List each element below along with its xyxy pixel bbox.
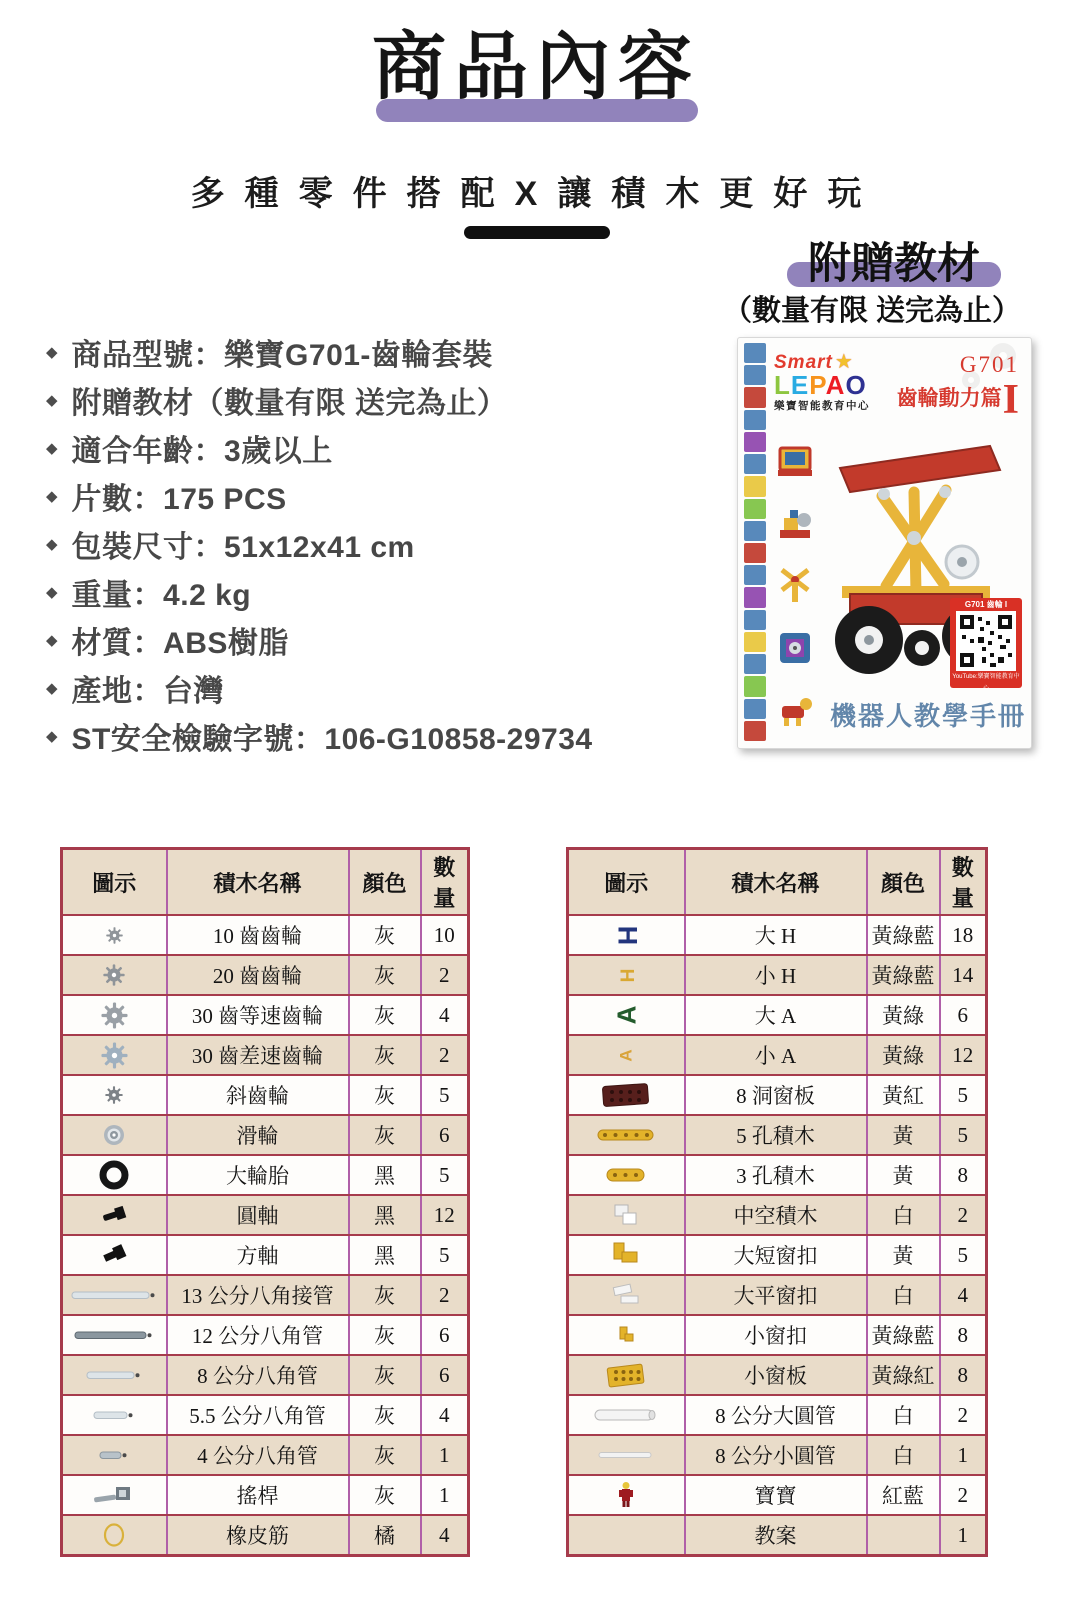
qr-pattern [956,611,1016,671]
axle-square-icon [63,1236,166,1274]
brand-smart-text: Smart [774,352,833,373]
brand-subtitle: 樂寶智能教育中心 [774,400,870,413]
part-name: 大平窗扣 [685,1275,867,1315]
part-name: 8 公分大圓管 [685,1395,867,1435]
spec-item [46,520,593,568]
part-name: 斜齒輪 [167,1075,349,1115]
table-row [62,1515,469,1556]
diamond-bullet-icon: ◆ [46,344,58,361]
part-color: 灰 [349,1035,421,1075]
part-qty: 2 [940,1195,987,1235]
table-header-row [62,849,469,916]
table-row [568,1435,987,1475]
part-name: 搖桿 [167,1475,349,1515]
diamond-bullet-icon: ◆ [46,680,58,697]
diamond-bullet-icon: ◆ [46,488,58,505]
col-header-icon: 圖示 [568,849,685,916]
part-icon-cell [568,915,685,955]
gear-bevel-icon [63,1076,166,1114]
table-row [568,1315,987,1355]
part-color: 黃綠藍 [867,1315,940,1355]
table-row [568,1035,987,1075]
col-header-name: 積木名稱 [685,849,867,916]
thumbnail-tv-model [774,444,816,482]
part-icon-cell [568,1155,685,1195]
part-name: 大 H [685,915,867,955]
part-name: 中空積木 [685,1195,867,1235]
part-color: 黃 [867,1235,940,1275]
part-color: 白 [867,1275,940,1315]
part-color [867,1515,940,1556]
tire-icon [63,1156,166,1194]
table-row [568,1115,987,1155]
part-icon-cell [62,1115,167,1155]
part-qty: 4 [421,995,469,1035]
a-small-icon: A [616,1048,636,1062]
part-qty: 5 [421,1075,469,1115]
table-row [62,915,469,955]
col-header-qty: 數量 [421,849,469,916]
part-name: 小窗扣 [685,1315,867,1355]
part-icon-cell [62,1075,167,1115]
thumbnail-animal-model [774,692,816,730]
spec-text: 材質：ABS樹脂 [71,627,289,660]
part-icon-cell [62,1035,167,1075]
gift-title: 附贈教材 [808,240,980,288]
tube-big-white-icon [569,1396,684,1434]
part-qty: 6 [421,1115,469,1155]
part-color: 黑 [349,1235,421,1275]
spec-text: 包裝尺寸：51x12x41 cm [71,531,415,564]
spec-text: 商品型號：樂寶G701-齒輪套裝 [71,339,493,372]
spec-text: 產地：台灣 [71,675,225,708]
part-icon-cell [62,955,167,995]
spec-text: 重量：4.2 kg [71,579,252,612]
spec-list [46,328,593,760]
gear-10-icon [63,916,166,954]
part-color: 灰 [349,1355,421,1395]
part-qty: 4 [421,1515,469,1556]
tube-13-icon [63,1276,166,1314]
part-icon-cell [62,915,167,955]
qr-top-label: G701 齒輪 I [964,600,1008,609]
part-icon-cell [62,1435,167,1475]
booklet-edge-strip [744,343,766,741]
qr-code [950,598,1022,692]
table-row [568,1475,987,1515]
part-name: 方軸 [167,1235,349,1275]
part-qty: 10 [421,915,469,955]
part-color: 灰 [349,1275,421,1315]
table-row [568,1515,987,1556]
part-name: 30 齒等速齒輪 [167,995,349,1035]
part-qty: 14 [940,955,987,995]
beam-5-icon [569,1116,684,1154]
part-qty: 5 [940,1115,987,1155]
part-icon-cell [568,1475,685,1515]
table-row [568,955,987,995]
part-qty: 6 [421,1315,469,1355]
part-color: 黑 [349,1155,421,1195]
page-title: 商品內容 [372,25,700,108]
part-color: 黃綠紅 [867,1355,940,1395]
diamond-bullet-icon: ◆ [46,392,58,409]
thumbnail-machine-model [774,506,816,544]
h-large-icon: H [611,925,642,945]
part-name: 教案 [685,1515,867,1556]
part-name: 大輪胎 [167,1155,349,1195]
part-icon-cell [568,1115,685,1155]
spec-item [46,712,593,760]
spec-text: 適合年齡：3歲以上 [71,435,333,468]
h-small-icon: H [615,968,637,982]
table-row [568,1155,987,1195]
spec-item [46,328,593,376]
gear-diff-icon [63,1036,166,1074]
part-name: 大短窗扣 [685,1235,867,1275]
part-qty: 5 [940,1075,987,1115]
table-row [62,1435,469,1475]
col-header-name: 積木名稱 [167,849,349,916]
part-name: 30 齒差速齒輪 [167,1035,349,1075]
baby-icon [569,1476,684,1514]
gear-30-icon [63,996,166,1034]
tube-8-icon [63,1356,166,1394]
table-row [62,1075,469,1115]
tube-small-white-icon [569,1436,684,1474]
diamond-bullet-icon: ◆ [46,584,58,601]
col-header-color: 顏色 [349,849,421,916]
part-name: 20 齒齒輪 [167,955,349,995]
diamond-bullet-icon: ◆ [46,728,58,745]
table-row [62,1275,469,1315]
latch-small-icon [569,1316,684,1354]
part-color: 白 [867,1435,940,1475]
model-thumbnails [774,444,816,730]
part-qty: 5 [421,1235,469,1275]
none-icon [569,1516,684,1554]
part-icon-cell [62,1155,167,1195]
part-name: 13 公分八角接管 [167,1275,349,1315]
part-name: 12 公分八角管 [167,1315,349,1355]
part-name: 小 H [685,955,867,995]
table-row [568,1355,987,1395]
latch-big-icon [569,1236,684,1274]
part-name: 小 A [685,1035,867,1075]
col-header-color: 顏色 [867,849,940,916]
part-icon-cell [568,1515,685,1556]
part-color: 灰 [349,955,421,995]
roman-numeral: I [1002,377,1019,423]
table-row [568,1395,987,1435]
part-qty: 8 [940,1355,987,1395]
part-color: 黃綠 [867,1035,940,1075]
subtitle-underline-bar [464,226,610,239]
part-name: 橡皮筋 [167,1515,349,1556]
part-color: 黃綠藍 [867,955,940,995]
part-icon-cell [568,955,685,995]
table-row [62,1115,469,1155]
brand-logo [774,352,870,412]
part-qty: 5 [421,1155,469,1195]
table-row [568,1075,987,1115]
gift-note: （數量有限 送完為止） [722,295,1022,327]
plate-8-icon [569,1076,684,1114]
part-color: 紅藍 [867,1475,940,1515]
part-name: 10 齒齒輪 [167,915,349,955]
part-color: 黃 [867,1155,940,1195]
part-color: 黑 [349,1195,421,1235]
table-row [568,915,987,955]
spec-item [46,424,593,472]
spec-item [46,376,593,424]
table-row [62,1235,469,1275]
spec-item [46,616,593,664]
part-name: 5 孔積木 [685,1115,867,1155]
part-qty: 18 [940,915,987,955]
spec-item [46,664,593,712]
table-row [62,1395,469,1435]
part-color: 灰 [349,1435,421,1475]
part-qty: 12 [940,1035,987,1075]
teaching-booklet-cover [737,337,1032,749]
table-row [568,995,987,1035]
part-icon-cell [568,1195,685,1235]
gear-20-icon [63,956,166,994]
table-row [62,995,469,1035]
parts-table-left [60,847,470,1557]
part-qty: 6 [940,995,987,1035]
qr-bottom-label: YouTube:樂寶智能教育中心 [952,674,1020,692]
part-qty: 2 [940,1475,987,1515]
table-row [568,1235,987,1275]
diamond-bullet-icon: ◆ [46,536,58,553]
part-qty: 6 [421,1355,469,1395]
part-icon-cell [568,1235,685,1275]
table-header-row [568,849,987,916]
part-qty: 8 [940,1155,987,1195]
table-row [568,1275,987,1315]
part-icon-cell [62,1235,167,1275]
booklet-series: 齒輪動力篇I [896,377,1019,423]
part-icon-cell [568,1035,685,1075]
part-name: 圓軸 [167,1195,349,1235]
part-icon-cell [568,1315,685,1355]
part-qty: 8 [940,1315,987,1355]
col-header-icon: 圖示 [62,849,167,916]
part-name: 寶寶 [685,1475,867,1515]
tube-4-icon [63,1436,166,1474]
part-icon-cell [62,1195,167,1235]
beam-3-icon [569,1156,684,1194]
spec-text: 片數：175 PCS [71,483,287,516]
hollow-block-icon [569,1196,684,1234]
part-qty: 2 [940,1395,987,1435]
part-icon-cell [568,1275,685,1315]
star-icon: ★ [834,351,853,373]
part-name: 4 公分八角管 [167,1435,349,1475]
part-icon-cell [568,1075,685,1115]
rubber-band-icon [63,1516,166,1554]
part-color: 黃紅 [867,1075,940,1115]
part-color: 灰 [349,995,421,1035]
part-qty: 2 [421,1275,469,1315]
part-color: 灰 [349,1475,421,1515]
part-name: 大 A [685,995,867,1035]
table-row [62,1355,469,1395]
part-name: 8 公分八角管 [167,1355,349,1395]
part-color: 黃 [867,1115,940,1155]
part-name: 3 孔積木 [685,1155,867,1195]
part-icon-cell [62,1515,167,1556]
part-qty: 12 [421,1195,469,1235]
part-qty: 1 [940,1435,987,1475]
table-row [62,1155,469,1195]
part-color: 灰 [349,1115,421,1155]
part-color: 灰 [349,1075,421,1115]
diamond-bullet-icon: ◆ [46,440,58,457]
table-row [62,1195,469,1235]
part-icon-cell [62,1395,167,1435]
spec-text: 附贈教材（數量有限 送完為止） [71,387,508,420]
diamond-bullet-icon: ◆ [46,632,58,649]
thumbnail-frame-model [774,630,816,668]
part-qty: 4 [421,1395,469,1435]
table-row [568,1195,987,1235]
spec-item [46,472,593,520]
part-icon-cell [568,1355,685,1395]
booklet-caption: 機器人教學手冊 [830,701,1027,731]
crank-icon [63,1476,166,1514]
part-qty: 4 [940,1275,987,1315]
pulley-icon [63,1116,166,1154]
a-large-icon: A [611,1005,642,1025]
part-name: 8 洞窗板 [685,1075,867,1115]
part-color: 灰 [349,1315,421,1355]
part-name: 8 公分小圓管 [685,1435,867,1475]
brand-lepao: LEPAO [774,370,867,400]
tube-55-icon [63,1396,166,1434]
part-qty: 1 [940,1515,987,1556]
part-color: 黃綠藍 [867,915,940,955]
plate-small-icon [569,1356,684,1394]
part-icon-cell [62,995,167,1035]
table-row [62,955,469,995]
part-name: 5.5 公分八角管 [167,1395,349,1435]
part-icon-cell [568,1435,685,1475]
part-color: 灰 [349,1395,421,1435]
part-qty: 2 [421,955,469,995]
col-header-qty: 數量 [940,849,987,916]
part-color: 黃綠 [867,995,940,1035]
page-subtitle: 多種零件搭配X讓積木更好玩 [190,175,882,213]
table-row [62,1035,469,1075]
part-qty: 1 [421,1435,469,1475]
part-name: 滑輪 [167,1115,349,1155]
part-icon-cell [62,1355,167,1395]
part-icon-cell [62,1275,167,1315]
part-name: 小窗板 [685,1355,867,1395]
part-icon-cell [62,1315,167,1355]
part-icon-cell [62,1475,167,1515]
tube-12-icon [63,1316,166,1354]
part-color: 白 [867,1395,940,1435]
part-color: 橘 [349,1515,421,1556]
booklet-model: G701 [959,352,1019,377]
part-color: 灰 [349,915,421,955]
part-color: 白 [867,1195,940,1235]
part-qty: 5 [940,1235,987,1275]
part-icon-cell [568,1395,685,1435]
axle-round-icon [63,1196,166,1234]
table-row [62,1475,469,1515]
table-row [62,1315,469,1355]
spec-item [46,568,593,616]
spec-text: ST安全檢驗字號：106-G10858-29734 [71,723,593,756]
thumbnail-windmill-model [774,568,816,606]
part-icon-cell [568,995,685,1035]
part-qty: 1 [421,1475,469,1515]
part-qty: 2 [421,1035,469,1075]
latch-flat-icon [569,1276,684,1314]
parts-table-right [566,847,988,1557]
